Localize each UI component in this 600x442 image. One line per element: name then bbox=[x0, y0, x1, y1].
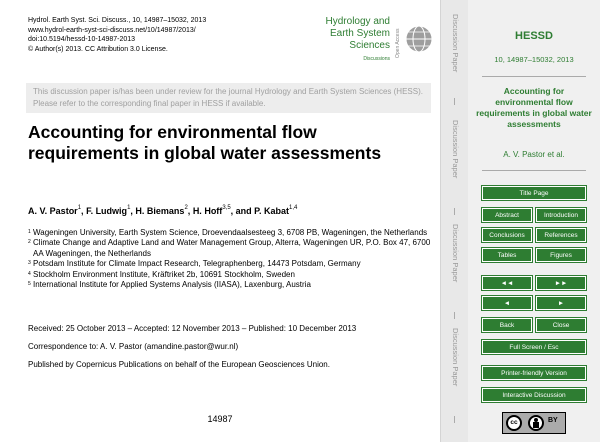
sidebar-divider bbox=[482, 76, 586, 77]
by-label: BY bbox=[548, 417, 558, 424]
attribution-person-icon bbox=[528, 415, 544, 431]
strip-label: Discussion Paper bbox=[451, 328, 460, 387]
interactive-discussion-button[interactable]: Interactive Discussion bbox=[482, 388, 586, 402]
discussion-paper-strip bbox=[440, 0, 468, 442]
abstract-button[interactable]: Abstract bbox=[482, 208, 532, 222]
author-name: P. Kabat bbox=[254, 206, 290, 216]
journal-name-line: Earth System bbox=[329, 28, 390, 39]
sidebar-divider bbox=[482, 170, 586, 171]
page-number: 14987 bbox=[207, 414, 233, 424]
affiliation-text: Potsdam Institute for Climate Impact Research, Telegraphenberg, 14473 Potsdam, Germany bbox=[33, 259, 361, 269]
sidebar-journal: HESSD bbox=[515, 30, 553, 42]
author-separator: , and bbox=[230, 206, 255, 216]
prev-page-button[interactable]: ◄ bbox=[482, 296, 532, 310]
strip-label: Discussion Paper bbox=[451, 224, 460, 283]
full-screen-button[interactable]: Full Screen / Esc bbox=[482, 340, 586, 354]
affiliation bbox=[28, 238, 433, 259]
affiliation-text: Climate Change and Adaptive Land and Water Management Group, Alterra, Wageningen UR, P.O. Box 47, 6700 AA Wageningen, the Netherlands bbox=[33, 238, 431, 258]
figures-button[interactable]: Figures bbox=[536, 248, 586, 262]
navigation-sidebar bbox=[468, 0, 600, 442]
affiliation-text: Wageningen University, Earth System Science, Droevendaalsesteeg 3, 6708 PB, Wageningen, the Netherlands bbox=[33, 228, 428, 237]
affiliation bbox=[28, 228, 433, 238]
journal-subtitle: Discussions bbox=[363, 56, 390, 62]
received-dates: Received: 25 October 2013 – Accepted: 12 November 2013 – Published: 10 December 2013 bbox=[28, 324, 357, 333]
author-affiliation-marker: 2 bbox=[184, 205, 188, 211]
introduction-button[interactable]: Introduction bbox=[536, 208, 586, 222]
journal-name-line: Hydrology and bbox=[325, 16, 390, 27]
globe-icon bbox=[404, 24, 434, 54]
author-affiliation-marker: 1 bbox=[127, 205, 131, 211]
affiliation-number: 2 bbox=[28, 239, 31, 246]
meta-line[interactable]: www.hydrol-earth-syst-sci-discuss.net/10/14987/2013/ bbox=[28, 26, 196, 34]
author-affiliation-marker: 1 bbox=[77, 205, 82, 211]
author-separator: , bbox=[81, 206, 87, 216]
affiliation-number: 5 bbox=[28, 281, 31, 288]
paper-title: Accounting for environmental flow requirements in global water assessments bbox=[28, 122, 382, 163]
author-affiliation-marker: 1,4 bbox=[289, 205, 298, 211]
strip-separator bbox=[454, 98, 455, 105]
cc-icon: cc bbox=[506, 415, 522, 431]
meta-line: © Author(s) 2013. CC Attribution 3.0 License. bbox=[28, 45, 168, 53]
title-page-button[interactable]: Title Page bbox=[482, 186, 586, 200]
close-button[interactable]: Close bbox=[536, 318, 586, 332]
affiliation-list bbox=[28, 228, 433, 290]
strip-separator bbox=[454, 208, 455, 215]
author-name: H. Hoff bbox=[192, 206, 223, 216]
author-separator: , bbox=[187, 206, 193, 216]
next-page-button[interactable]: ► bbox=[536, 296, 586, 310]
first-page-button[interactable]: ◄◄ bbox=[482, 276, 532, 290]
strip-label: Discussion Paper bbox=[451, 120, 460, 179]
citation-meta bbox=[28, 16, 206, 54]
tables-button[interactable]: Tables bbox=[482, 248, 532, 262]
publisher-line: Published by Copernicus Publications on behalf of the European Geosciences Union. bbox=[28, 360, 330, 369]
affiliation bbox=[28, 270, 433, 280]
author-affiliation-marker: 3,5 bbox=[222, 205, 231, 211]
references-button[interactable]: References bbox=[536, 228, 586, 242]
strip-separator bbox=[454, 312, 455, 319]
sidebar-pages: 10, 14987–15032, 2013 bbox=[494, 55, 574, 64]
meta-line[interactable]: doi:10.5194/hessd-10-14987-2013 bbox=[28, 36, 136, 43]
author-name: F. Ludwig bbox=[86, 206, 128, 216]
back-button[interactable]: Back bbox=[482, 318, 532, 332]
meta-line: Hydrol. Earth Syst. Sci. Discuss., 10, 14987–15032, 2013 bbox=[28, 17, 207, 24]
open-access-label: Open Access bbox=[395, 28, 401, 58]
author-separator: , bbox=[130, 206, 136, 216]
sidebar-authors: A. V. Pastor et al. bbox=[503, 150, 565, 159]
strip-separator bbox=[454, 416, 455, 423]
last-page-button[interactable]: ►► bbox=[536, 276, 586, 290]
review-notice: This discussion paper is/has been under review for the journal Hydrology and Earth System Sciences (HESS). Please refer to the corresponding final paper in HESS if available. bbox=[26, 83, 431, 113]
correspondence[interactable]: Correspondence to: A. V. Pastor (amandine.pastor@wur.nl) bbox=[28, 342, 239, 351]
author-name: H. Biemans bbox=[135, 206, 185, 216]
affiliation bbox=[28, 280, 433, 290]
sidebar-title: Accounting for environmental flow requirements in global water assessments bbox=[476, 86, 592, 129]
affiliation-number: 1 bbox=[28, 229, 31, 235]
conclusions-button[interactable]: Conclusions bbox=[482, 228, 532, 242]
author-name: A. V. Pastor bbox=[28, 206, 78, 216]
printer-friendly-button[interactable]: Printer-friendly Version bbox=[482, 366, 586, 380]
strip-label: Discussion Paper bbox=[451, 14, 460, 73]
author-list bbox=[28, 206, 297, 216]
affiliation-text: International Institute for Applied Systems Analysis (IIASA), Laxenburg, Austria bbox=[33, 280, 311, 290]
cc-license-badge[interactable] bbox=[502, 412, 566, 434]
affiliation-number: 3 bbox=[28, 260, 31, 267]
affiliation bbox=[28, 259, 433, 269]
journal-name bbox=[300, 16, 390, 52]
journal-logo bbox=[300, 14, 435, 70]
journal-name-line: Sciences bbox=[349, 40, 390, 51]
affiliation-text: Stockholm Environment Institute, Kräftriket 2b, 10691 Stockholm, Sweden bbox=[33, 269, 295, 279]
affiliation-number: 4 bbox=[28, 270, 31, 277]
